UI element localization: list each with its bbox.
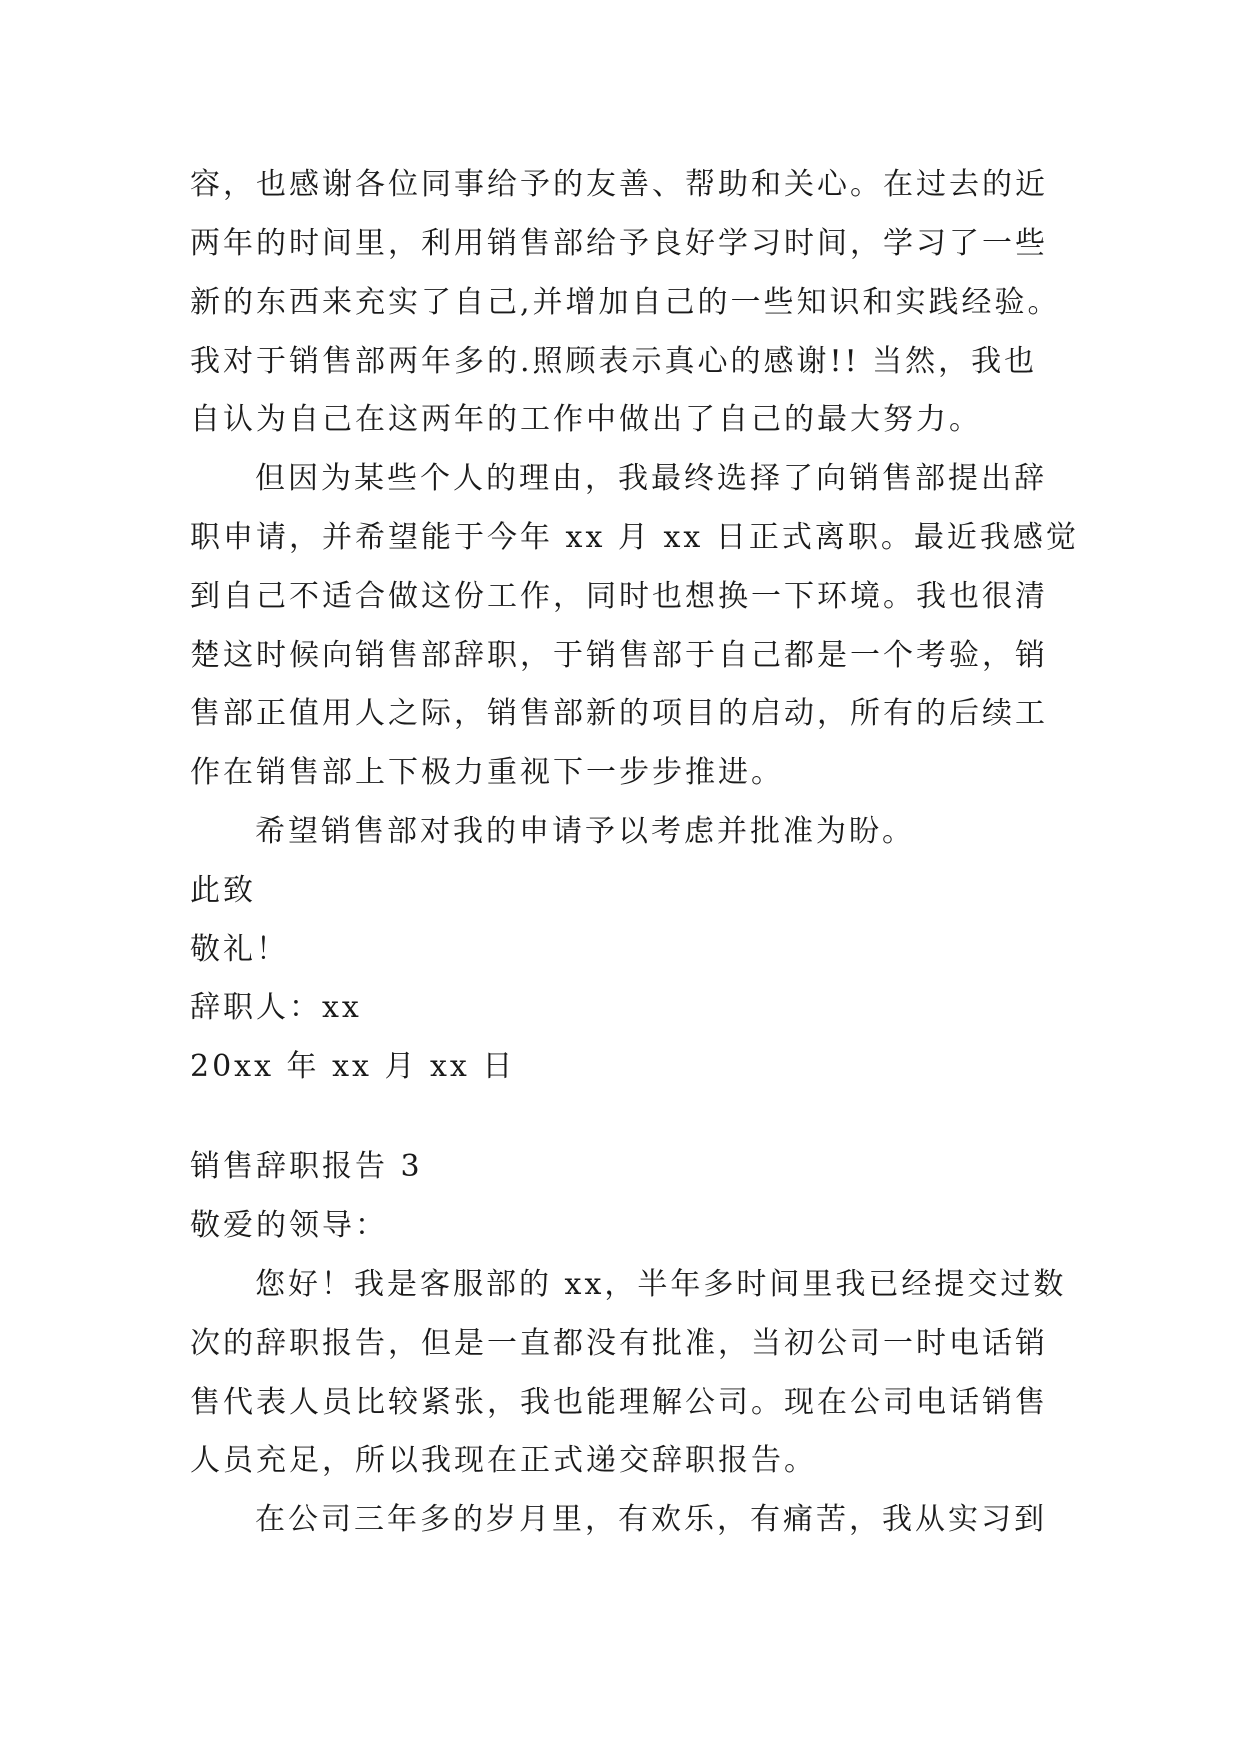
body-line: 楚这时候向销售部辞职，于销售部于自己都是一个考验，销: [190, 638, 1048, 673]
salute-text: 敬礼！: [190, 932, 289, 967]
body-line: 新的东西来充实了自己,并增加自己的一些知识和实践经验。: [190, 285, 1061, 320]
body-line: 但因为某些个人的理由，我最终选择了向销售部提出辞: [255, 461, 1047, 496]
body-line: 作在销售部上下极力重视下一步步推进。: [190, 755, 784, 790]
closing-text: 此致: [190, 873, 256, 908]
date-text: 20xx 年 xx 月 xx 日: [190, 1049, 516, 1084]
section-title: 销售辞职报告 3: [190, 1149, 423, 1184]
signer-text: 辞职人：xx: [190, 990, 362, 1025]
body-line: 您好！我是客服部的 xx，半年多时间里我已经提交过数: [255, 1267, 1067, 1302]
body-line: 人员充足，所以我现在正式递交辞职报告。: [190, 1443, 817, 1478]
greeting-text: 敬爱的领导：: [190, 1208, 388, 1243]
body-line: 职申请，并希望能于今年 xx 月 xx 日正式离职。最近我感觉: [190, 520, 1079, 555]
body-line: 到自己不适合做这份工作，同时也想换一下环境。我也很清: [190, 579, 1048, 614]
body-line: 容，也感谢各位同事给予的友善、帮助和关心。在过去的近: [190, 167, 1048, 202]
body-line: 自认为自己在这两年的工作中做出了自己的最大努力。: [190, 402, 982, 437]
body-line: 我对于销售部两年多的.照顾表示真心的感谢!! 当然，我也: [190, 344, 1038, 379]
body-line: 两年的时间里，利用销售部给予良好学习时间，学习了一些: [190, 226, 1048, 261]
body-line: 售部正值用人之际，销售部新的项目的启动，所有的后续工: [190, 696, 1048, 731]
body-line: 售代表人员比较紧张，我也能理解公司。现在公司电话销售: [190, 1385, 1048, 1420]
body-line: 次的辞职报告，但是一直都没有批准，当初公司一时电话销: [190, 1326, 1048, 1361]
body-line: 希望销售部对我的申请予以考虑并批准为盼。: [255, 814, 915, 849]
body-line: 在公司三年多的岁月里，有欢乐，有痛苦，我从实习到: [255, 1502, 1047, 1537]
